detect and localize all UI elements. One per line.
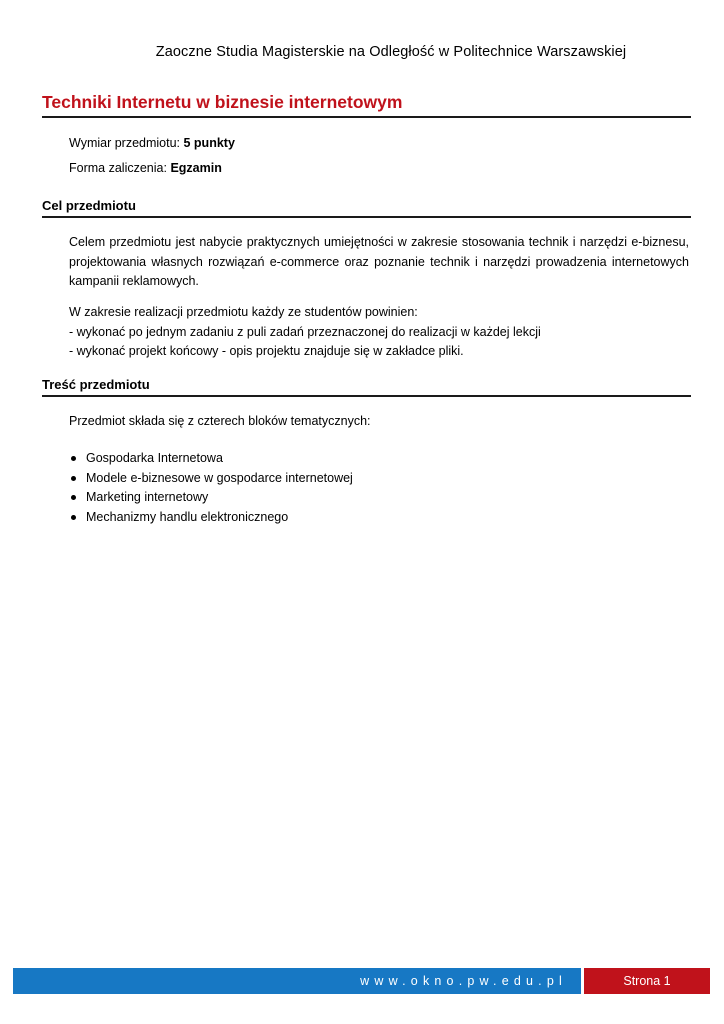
tresc-intro-line: Przedmiot składa się z czterech bloków tematycznych:: [69, 414, 371, 428]
cel-para2-line-3: - wykonać projekt końcowy - opis projektu znajduje się w zakładce pliki.: [69, 344, 464, 358]
meta-forma-value: Egzamin: [170, 161, 222, 175]
document-title: Techniki Internetu w biznesie internetowym: [42, 92, 403, 112]
list-item: [69, 469, 353, 489]
list-item: [69, 488, 353, 508]
bullet-dot-icon: [71, 456, 76, 461]
footer-page-number: Strona 1: [584, 968, 710, 994]
list-item: [69, 449, 353, 469]
footer-bar: [13, 968, 581, 994]
section-divider-tresc: [42, 395, 691, 397]
topics-list: [69, 449, 353, 528]
cel-para2-line-2: - wykonać po jednym zadaniu z puli zadań przeznaczonej do realizacji w każdej lekcji: [69, 324, 541, 339]
cel-para1-line-2: projektowania własnych rozwiązań e-commerce oraz poznanie technik i narzędzi prowadzenia internetowych: [69, 254, 689, 269]
tresc-intro: [69, 412, 689, 432]
footer-url-link[interactable]: www.okno.pw.edu.pl: [360, 974, 567, 988]
bullet-dot-icon: [71, 495, 76, 500]
meta-forma: [69, 161, 222, 175]
list-item-label: Gospodarka Internetowa: [86, 451, 223, 465]
meta-wymiar-value: 5 punkty: [183, 136, 235, 150]
cel-para1-line-3: kampanii reklamowych.: [69, 274, 199, 288]
section-heading-cel: Cel przedmiotu: [42, 198, 136, 213]
section-divider-cel: [42, 216, 691, 218]
list-item-label: Modele e-biznesowe w gospodarce internetowej: [86, 470, 353, 485]
meta-forma-label: Forma zaliczenia:: [69, 161, 171, 175]
list-item-label: Marketing internetowy: [86, 490, 209, 505]
cel-para2-line-1: W zakresie realizacji przedmiotu każdy ze studentów powinien:: [69, 305, 418, 319]
meta-wymiar-label: Wymiar przedmiotu:: [69, 136, 184, 150]
bullet-dot-icon: [71, 515, 76, 520]
list-item: [69, 508, 353, 528]
list-item-label: Mechanizmy handlu elektronicznego: [86, 510, 289, 525]
section-heading-tresc: Treść przedmiotu: [42, 377, 150, 392]
cel-para1-line-1: Celem przedmiotu jest nabycie praktycznych umiejętności w zakresie stosowania technik i narzędzi e-biznesu,: [69, 235, 689, 249]
page-header: Zaoczne Studia Magisterskie na Odległość w Politechnice Warszawskiej: [155, 44, 627, 60]
meta-wymiar: [69, 136, 235, 150]
title-divider: [42, 116, 691, 118]
bullet-dot-icon: [71, 476, 76, 481]
cel-paragraph-1: [69, 233, 689, 292]
cel-paragraph-2: [69, 303, 689, 362]
